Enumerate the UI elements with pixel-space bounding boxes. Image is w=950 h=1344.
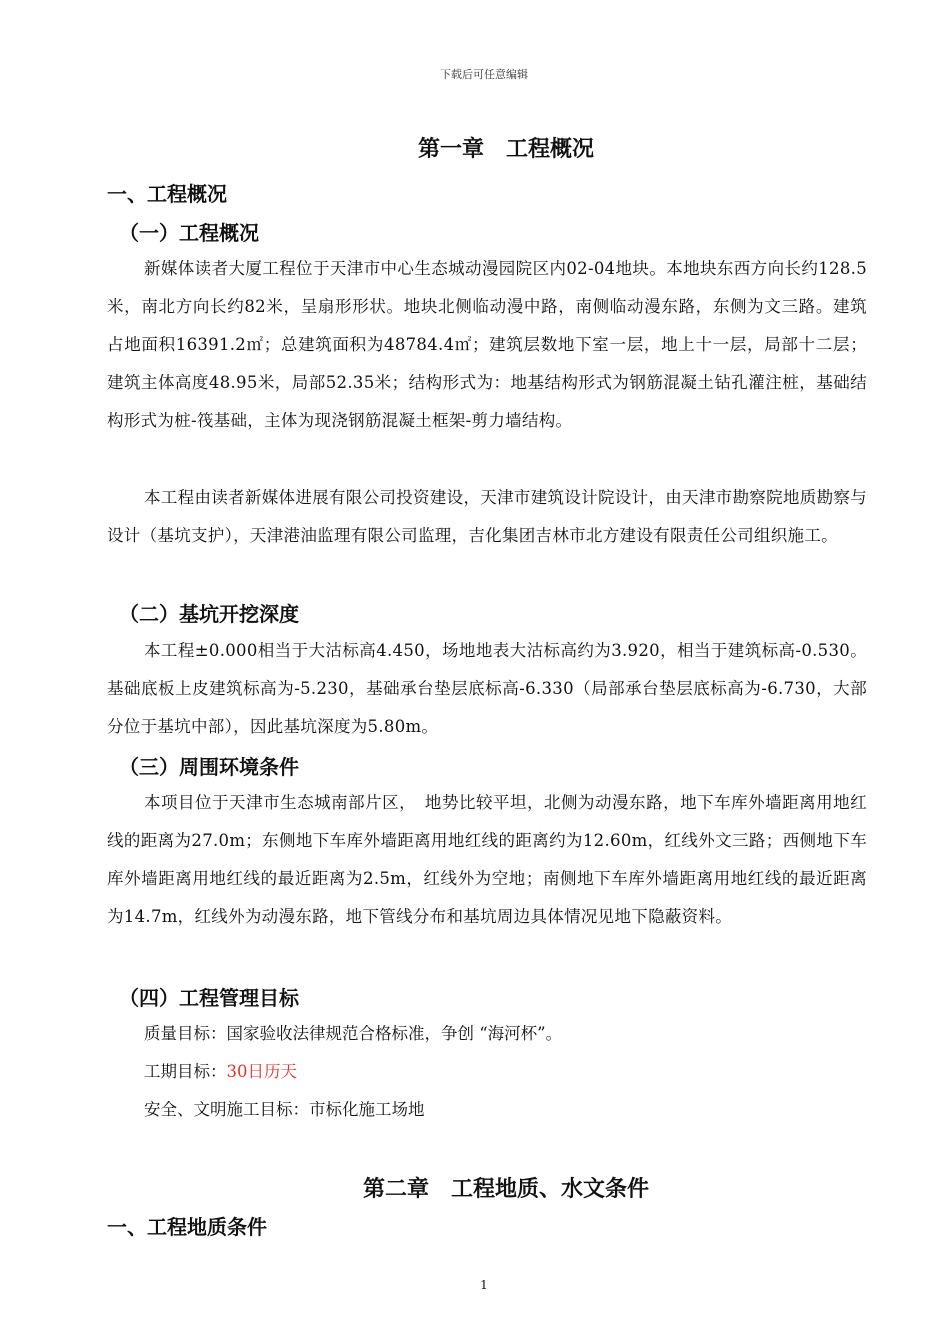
quality-target: 质量目标：国家验收法律规范合格标准，争创 “海河杯”。 — [144, 1024, 563, 1043]
subsection-3-heading: （三）周围环境条件 — [119, 755, 299, 779]
subsection-2-heading: （二）基坑开挖深度 — [119, 602, 299, 626]
section-1-heading: 一、工程概况 — [107, 182, 227, 206]
chapter-1-title: 第一章 工程概况 — [417, 136, 594, 162]
schedule-target — [144, 1053, 297, 1091]
chapter-2-title: 第二章 工程地质、水文条件 — [362, 1176, 649, 1202]
subsection-4-heading: （四）工程管理目标 — [119, 986, 299, 1010]
subsection-1-heading: （一）工程概况 — [119, 221, 259, 245]
schedule-target-label: 工期目标： — [144, 1062, 227, 1081]
excavation-depth-paragraph: 本工程±0.000相当于大沽标高4.450，场地地表大沽标高约为3.920，相当于建筑标高-0.530。基础底板上皮建筑标高为-5.230，基础承台垫层底标高-6.330（局部承台垫层底标高为-6.730，大部分位于基坑中部），因此基坑深度为5.80m。 — [107, 641, 867, 736]
surroundings-paragraph: 本项目位于天津市生态城南部片区， 地势比较平坦，北侧为动漫东路，地下车库外墙距离用地红线的距离为27.0m；东侧地下车库外墙距离用地红线的距离约为12.60m，红线外文三路；西侧地下车库外墙距离用地红线的最近距离为2.5m，红线外为空地；南侧地下车库外墙距离用地红线的最近距离为14.7m，红线外为动漫东路，地下管线分布和基坑周边具体情况见地下隐蔽资料。 — [107, 793, 867, 926]
page-number: 1 — [480, 1278, 488, 1292]
chapter-2-section-1-heading: 一、工程地质条件 — [107, 1215, 267, 1239]
schedule-target-value: 30日历天 — [226, 1062, 297, 1081]
project-parties-paragraph: 本工程由读者新媒体进展有限公司投资建设，天津市建筑设计院设计，由天津市勘察院地质勘察与设计（基坑支护），天津港油监理有限公司监理，吉化集团吉林市北方建设有限责任公司组织施工。 — [107, 488, 867, 545]
safety-target: 安全、文明施工目标：市标化施工场地 — [144, 1100, 425, 1119]
project-overview-paragraph: 新媒体读者大厦工程位于天津市中心生态城动漫园院区内02-04地块。本地块东西方向长约128.5米，南北方向长约82米，呈扇形形状。地块北侧临动漫中路，南侧临动漫东路，东侧为文三路。建筑占地面积16391.2㎡；总建筑面积为48784.4㎡；建筑层数地下室一层，地上十一层，局部十二层；建筑主体高度48.95米，局部52.35米；结构形式为：地基结构形式为钢筋混凝土钻孔灌注桩，基础结构形式为桩-筏基础，主体为现浇钢筋混凝土框架-剪力墙结构。 — [107, 259, 867, 430]
page-header: 下载后可任意编辑 — [440, 68, 528, 81]
